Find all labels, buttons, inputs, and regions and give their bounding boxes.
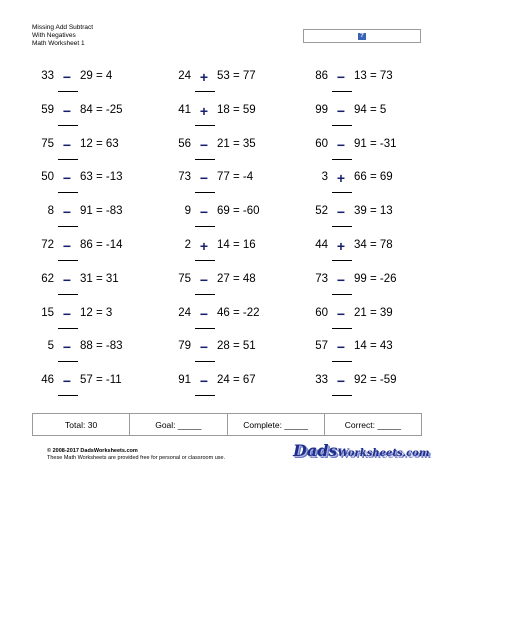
answer-blank[interactable] — [332, 361, 352, 362]
minus-sign-icon: − — [336, 102, 346, 119]
first-operand: 44 — [315, 238, 328, 251]
problem — [306, 138, 426, 166]
answer-blank[interactable] — [58, 159, 78, 160]
equation-rest: 21 = 39 — [354, 306, 393, 319]
problem-row — [32, 334, 422, 368]
minus-sign-icon: − — [62, 237, 72, 254]
first-operand: 5 — [47, 340, 54, 353]
problem — [32, 104, 152, 132]
problem — [306, 70, 426, 98]
minus-sign-icon: − — [199, 373, 209, 390]
minus-sign-icon: − — [62, 305, 72, 322]
first-operand: 2 — [184, 238, 191, 251]
score-box — [32, 413, 422, 436]
equation-rest: 92 = -59 — [354, 374, 397, 387]
equation-rest: 66 = 69 — [354, 171, 393, 184]
problem — [32, 273, 152, 301]
equation-rest: 39 = 13 — [354, 205, 393, 218]
answer-blank[interactable] — [58, 395, 78, 396]
complete-field[interactable]: Complete: _____ — [228, 414, 325, 435]
first-operand: 57 — [315, 340, 328, 353]
equation-rest: 12 = 63 — [80, 137, 119, 150]
equation-rest: 27 = 48 — [217, 272, 256, 285]
answer-blank[interactable] — [58, 260, 78, 261]
first-operand: 60 — [315, 306, 328, 319]
problem-row — [32, 233, 422, 267]
answer-blank[interactable] — [195, 91, 215, 92]
problem — [169, 104, 289, 132]
problem — [32, 70, 152, 98]
first-operand: 52 — [315, 205, 328, 218]
first-operand: 73 — [178, 171, 191, 184]
problem — [306, 340, 426, 368]
equation-rest: 46 = -22 — [217, 306, 260, 319]
minus-sign-icon: − — [336, 305, 346, 322]
logo-text-rest: Worksheets.com — [337, 448, 430, 459]
problem — [306, 171, 426, 199]
minus-sign-icon: − — [336, 204, 346, 221]
problem — [32, 239, 152, 267]
problem — [306, 104, 426, 132]
first-operand: 75 — [178, 272, 191, 285]
minus-sign-icon: − — [62, 102, 72, 119]
first-operand: 79 — [178, 340, 191, 353]
problem — [169, 307, 289, 335]
equation-rest: 57 = -11 — [80, 374, 122, 387]
first-operand: 24 — [178, 70, 191, 82]
goal-field[interactable]: Goal: _____ — [130, 414, 227, 435]
first-operand: 56 — [178, 137, 191, 150]
problem-row — [32, 132, 422, 166]
worksheet-subtitle: With Negatives — [32, 32, 76, 39]
answer-blank[interactable] — [195, 260, 215, 261]
first-operand: 15 — [41, 306, 54, 319]
plus-sign-icon: + — [336, 237, 346, 254]
first-operand: 60 — [315, 137, 328, 150]
answer-blank[interactable] — [332, 226, 352, 227]
equation-rest: 14 = 16 — [217, 238, 256, 251]
answer-blank[interactable] — [195, 328, 215, 329]
first-operand: 46 — [41, 374, 54, 387]
minus-sign-icon: − — [62, 170, 72, 187]
minus-sign-icon: − — [62, 373, 72, 390]
problem-row — [32, 368, 422, 402]
first-operand: 62 — [41, 272, 54, 285]
answer-blank[interactable] — [58, 361, 78, 362]
problem — [306, 239, 426, 267]
answer-blank[interactable] — [58, 328, 78, 329]
dadsworksheets-logo — [293, 441, 430, 463]
total-label: Total: 30 — [33, 414, 130, 435]
first-operand: 3 — [321, 171, 328, 184]
equation-rest: 91 = -31 — [354, 137, 397, 150]
minus-sign-icon: − — [62, 136, 72, 153]
copyright-notice — [47, 448, 225, 462]
plus-sign-icon: + — [336, 170, 346, 187]
problem-row — [32, 64, 422, 98]
problem — [169, 205, 289, 233]
problem-row — [32, 165, 422, 199]
correct-field[interactable]: Correct: _____ — [344, 419, 401, 430]
answer-blank[interactable] — [332, 91, 352, 92]
equation-rest: 77 = -4 — [217, 171, 254, 184]
answer-blank[interactable] — [195, 192, 215, 193]
equation-rest: 31 = 31 — [80, 272, 119, 285]
equation-rest: 28 = 51 — [217, 340, 256, 353]
equation-rest: 63 = -13 — [80, 171, 123, 184]
equation-rest: 24 = 67 — [217, 374, 256, 387]
minus-sign-icon: − — [62, 271, 72, 288]
equation-rest: 12 = 3 — [80, 306, 113, 319]
first-operand: 86 — [315, 70, 328, 82]
equation-rest: 91 = -83 — [80, 205, 123, 218]
problem — [32, 171, 152, 199]
first-operand: 72 — [41, 238, 54, 251]
minus-sign-icon: − — [336, 69, 346, 85]
minus-sign-icon: − — [336, 136, 346, 153]
problem — [169, 239, 289, 267]
answer-blank[interactable] — [332, 192, 352, 193]
problem — [306, 374, 426, 402]
equation-rest: 34 = 78 — [354, 238, 393, 251]
first-operand: 8 — [47, 205, 54, 218]
first-operand: 73 — [315, 272, 328, 285]
first-operand: 99 — [315, 103, 328, 116]
equation-rest: 88 = -83 — [80, 340, 123, 353]
answer-blank[interactable] — [195, 125, 215, 126]
equation-rest: 53 = 77 — [217, 70, 256, 82]
logo-text-main: Dads — [293, 441, 338, 460]
minus-sign-icon: − — [62, 339, 72, 356]
answer-blank[interactable] — [195, 159, 215, 160]
minus-sign-icon: − — [199, 170, 209, 187]
problem — [169, 340, 289, 368]
problem-row — [32, 301, 422, 335]
name-box[interactable] — [303, 29, 421, 43]
problem — [306, 273, 426, 301]
problem — [32, 374, 152, 402]
copyright-line: © 2008-2017 DadsWorksheets.com — [47, 448, 138, 454]
minus-sign-icon: − — [199, 339, 209, 356]
first-operand: 41 — [178, 103, 191, 116]
answer-blank[interactable] — [58, 226, 78, 227]
first-operand: 91 — [178, 374, 191, 387]
answer-blank[interactable] — [195, 294, 215, 295]
equation-rest: 99 = -26 — [354, 272, 397, 285]
equation-rest: 21 = 35 — [217, 137, 256, 150]
problem — [306, 205, 426, 233]
worksheet-number: Math Worksheet 1 — [32, 40, 85, 47]
equation-rest: 13 = 73 — [354, 70, 393, 82]
problem-grid — [32, 64, 422, 402]
answer-blank[interactable] — [332, 159, 352, 160]
answer-blank[interactable] — [195, 395, 215, 396]
minus-sign-icon: − — [199, 136, 209, 153]
problem — [169, 273, 289, 301]
answer-blank[interactable] — [58, 91, 78, 92]
problem — [169, 70, 289, 98]
problem-row — [32, 267, 422, 301]
problem — [169, 138, 289, 166]
equation-rest: 29 = 4 — [80, 70, 113, 82]
equation-rest: 86 = -14 — [80, 238, 123, 251]
worksheet-title: Missing Add Subtract — [32, 24, 94, 31]
minus-sign-icon: − — [336, 373, 346, 390]
plus-sign-icon: + — [199, 102, 209, 119]
equation-rest: 94 = 5 — [354, 103, 387, 116]
answer-blank[interactable] — [58, 192, 78, 193]
problem — [32, 205, 152, 233]
answer-blank[interactable] — [58, 294, 78, 295]
plus-sign-icon: + — [199, 237, 209, 254]
question-mark-icon: ? — [358, 33, 366, 40]
first-operand: 59 — [41, 103, 54, 116]
first-operand: 50 — [41, 171, 54, 184]
answer-blank[interactable] — [58, 125, 78, 126]
first-operand: 33 — [41, 70, 54, 82]
problem — [32, 307, 152, 335]
answer-blank[interactable] — [332, 260, 352, 261]
first-operand: 9 — [184, 205, 191, 218]
worksheet-header — [32, 24, 93, 48]
first-operand: 33 — [315, 374, 328, 387]
equation-rest: 14 = 43 — [354, 340, 393, 353]
first-operand: 24 — [178, 306, 191, 319]
minus-sign-icon: − — [199, 204, 209, 221]
minus-sign-icon: − — [199, 271, 209, 288]
minus-sign-icon: − — [336, 271, 346, 288]
problem — [306, 307, 426, 335]
minus-sign-icon: − — [62, 69, 72, 85]
problem-row — [32, 199, 422, 233]
problem — [32, 138, 152, 166]
problem — [32, 340, 152, 368]
usage-note: These Math Worksheets are provided free for personal or classroom use. — [47, 455, 226, 461]
problem-row — [32, 98, 422, 132]
equation-rest: 84 = -25 — [80, 103, 123, 116]
answer-blank[interactable] — [195, 226, 215, 227]
answer-blank[interactable] — [195, 361, 215, 362]
equation-rest: 69 = -60 — [217, 205, 260, 218]
minus-sign-icon: − — [336, 339, 346, 356]
answer-blank[interactable] — [332, 395, 352, 396]
minus-sign-icon: − — [62, 204, 72, 221]
problem — [169, 171, 289, 199]
answer-blank[interactable] — [332, 328, 352, 329]
minus-sign-icon: − — [199, 305, 209, 322]
plus-sign-icon: + — [199, 69, 209, 85]
answer-blank[interactable] — [332, 125, 352, 126]
problem — [169, 374, 289, 402]
first-operand: 75 — [41, 137, 54, 150]
answer-blank[interactable] — [332, 294, 352, 295]
equation-rest: 18 = 59 — [217, 103, 256, 116]
